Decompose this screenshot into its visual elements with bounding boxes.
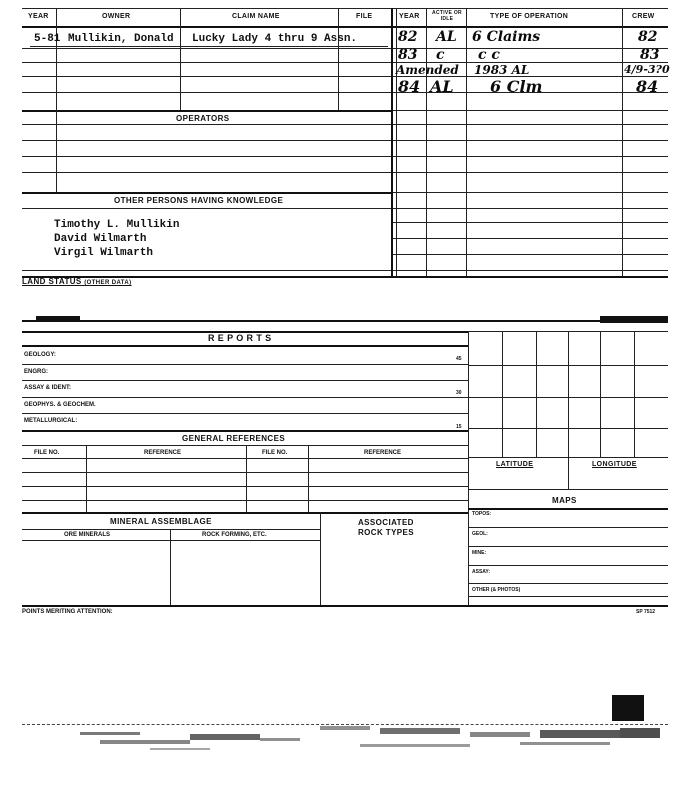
hw-status-4: AL — [430, 77, 454, 96]
maps-geol: GEOL: — [472, 531, 488, 537]
maps-other: OTHER (& PHOTOS) — [472, 587, 521, 593]
report-label-geology: GEOLOGY: — [24, 352, 56, 358]
entry-year: 5-81 — [34, 33, 61, 45]
mineral-assemblage-title: MINERAL ASSEMBLAGE — [110, 517, 212, 526]
hw-crew-3: 4/9-3?0 — [624, 63, 670, 76]
header-active-or-idle: ACTIVE OR IDLE — [432, 10, 462, 22]
hw-status-2: c — [436, 47, 445, 63]
report-num-metallurgical: 15 — [456, 424, 462, 430]
report-num-geology: 45 — [456, 356, 462, 362]
reports-title: R E P O R T S — [208, 333, 272, 343]
person-name: David Wilmarth — [54, 233, 147, 245]
entry-owner: Mullikin, Donald — [68, 33, 174, 45]
hw-year-4: 84 — [398, 77, 421, 96]
rock-forming-header: ROCK FORMING, ETC. — [202, 532, 267, 538]
ref-header-file-no: FILE NO. — [34, 450, 60, 456]
report-label-engrg: ENGRG: — [24, 369, 48, 375]
maps-topos: TOPOS: — [472, 511, 492, 517]
longitude-label: LONGITUDE — [592, 461, 637, 468]
ref-header-file-no-2: FILE NO. — [262, 450, 288, 456]
report-label-assay: ASSAY & IDENT: — [24, 385, 72, 391]
scan-noise-svg — [0, 718, 678, 764]
person-name: Virgil Wilmarth — [54, 247, 154, 259]
rock-types-header: ROCK TYPES — [358, 528, 415, 537]
points-meriting-attention: POINTS MERITING ATTENTION: — [22, 609, 113, 615]
report-label-metallurgical: METALLURGICAL: — [24, 418, 78, 424]
header-year-2: YEAR — [399, 13, 420, 20]
knowledge-title: OTHER PERSONS HAVING KNOWLEDGE — [114, 196, 284, 205]
header-owner: OWNER — [102, 13, 131, 20]
scan-mark — [600, 316, 668, 323]
hw-crew-1: 82 — [638, 29, 658, 45]
maps-mine: MINE: — [472, 550, 487, 556]
entry-claim-name: Lucky Lady 4 thru 9 Assn. — [192, 33, 358, 45]
associated-header: ASSOCIATED — [358, 518, 414, 527]
ore-minerals-header: ORE MINERALS — [64, 532, 111, 538]
hw-crew-2: 83 — [640, 47, 660, 63]
hw-year-2: 83 — [398, 47, 418, 63]
hw-crew-4: 84 — [636, 77, 659, 96]
latitude-label: LATITUDE — [496, 461, 534, 468]
hw-type-2: c c — [478, 47, 500, 63]
header-claim-name: CLAIM NAME — [232, 13, 280, 20]
ref-header-reference-2: REFERENCE — [364, 450, 402, 456]
operators-title: OPERATORS — [176, 114, 230, 123]
ref-header-reference: REFERENCE — [144, 450, 182, 456]
hw-type-1: 6 Claims — [472, 29, 541, 45]
general-references-title: GENERAL REFERENCES — [182, 434, 286, 443]
person-name: Timothy L. Mullikin — [54, 219, 180, 231]
form-number: SP 7512 — [636, 609, 656, 615]
report-num-assay: 30 — [456, 390, 462, 396]
header-type-of-operation: TYPE OF OPERATION — [490, 13, 569, 20]
hw-year-3: Amended — [396, 63, 459, 77]
report-label-geophys: GEOPHYS. & GEOCHEM. — [24, 402, 96, 408]
header-year: YEAR — [28, 13, 49, 20]
maps-assay: ASSAY: — [472, 569, 491, 575]
hw-year-1: 82 — [398, 29, 418, 45]
hw-type-4: 6 Clm — [490, 77, 543, 96]
header-crew: CREW — [632, 13, 655, 20]
maps-title: MAPS — [552, 496, 577, 505]
hw-status-1: AL — [436, 29, 457, 45]
header-file: FILE — [356, 13, 373, 20]
hw-type-3: 1983 AL — [474, 63, 530, 77]
land-status-label: LAND STATUS (OTHER DATA) — [22, 277, 132, 286]
